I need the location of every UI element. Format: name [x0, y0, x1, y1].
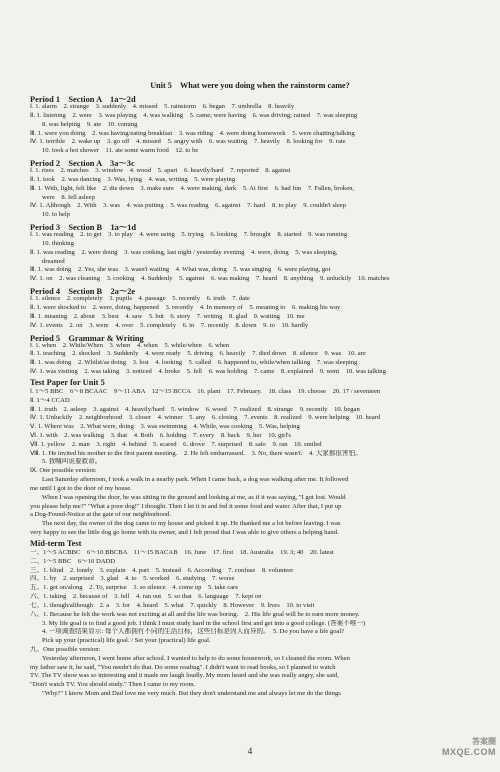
answer-line: 一、1～5 ACBBC 6～10 BBCBA 11～15 BACAB 16. June 17. first 18. Australia 19. 3; 40 20. latest [30, 548, 334, 556]
unit-title: Unit 5 What were you doing when the rainstorm came? [150, 81, 350, 90]
answer-line: you please help me?" "What a poor dog!" I thought. Then I let it in and fed it some food and water. After that, I put up [30, 502, 342, 510]
answer-line: 10. to help [42, 211, 71, 219]
answer-line: my father saw it, he said, "You needn't do that. Do some reading". I didn't want to read books, so I planned to watch [30, 663, 336, 671]
answer-line: Ⅰ. 1. rises 2. matches 3. window 4. wood 5. apart 6. heavily/hard 7. reported 8. against [30, 167, 291, 175]
answer-line: Ⅷ. 1. He invited his mother to the first parent meeting. 2. He felt embarrassed. 3. No, there wasn't. 4. 大家都很害怕。 [30, 449, 362, 457]
answer-line: Ⅰ. 1. when 2. While/When 3. when 4. when 5. while/when 6. when [30, 341, 230, 349]
answer-line: Yesterday afternoon, I went home after school. I wanted to help to do some housework, so I cleaned the room. When [42, 654, 350, 662]
answer-line: "Why?" I know Mom and Dad love me very much. But they don't understand me and always let me do the things [42, 690, 341, 698]
answer-line: 二、1～5 BBC 6～10 DADD [30, 557, 115, 565]
answer-line: a Dog-Found-Notice at the gate of our neighborhood. [30, 511, 171, 519]
answer-line: 八、1. Because he felt the work was not exciting at all and the life was boring. 2. His life goal will be to earn more money. [30, 610, 360, 618]
answer-line: 10. took a hot shower 11. ate some warm food 12. to be [42, 147, 199, 155]
answer-line: Ⅲ. 1. meaning 2. about 3. best 4. saw 5. but 6. story 7. writing 8. glad 9. waiting 10. me [30, 312, 305, 320]
answer-line: Ⅲ. 1. With, light, felt like 2. die down 3. make sure 4. were making, dark 5. At first 6. had fun 7. Fallen, broken, [30, 184, 355, 192]
section-heading: Mid-term Test [30, 539, 82, 549]
answer-line: Ⅲ. 1. was doing 2. Yes, she was 3. wasn't waiting 4. What was, doing 5. was singing 6. were playing, got [30, 266, 331, 274]
answer-line: Ⅳ. 1. terrible 2. wake up 3. go off 4. missed 5. angry with 6. was waiting 7. heavily 8. looking for 9. rate [30, 138, 346, 146]
answer-line: 五、1. get on/along 2. To, surprise 3. so silence 4. come up 5. take care [30, 584, 239, 592]
answer-line: When I was opening the door, he was sitting in the ground and looking at me, as if it was saying, "I got lost. Would [42, 493, 346, 501]
section-heading: Period 5 Grammar & Writing [30, 333, 144, 343]
answer-line: Ⅳ. 1. Unluckily 2. neighborhood 3. closer 4. winner 5. any 6. closing 7. events 8. realized 9. were helping 10. heard [30, 414, 381, 422]
answer-line: Ⅶ. 1. yellow 2. man 3. right 4. behind 5. scared 6. drove 7. surprised 8. safe 9. ran 10. smiled [30, 440, 322, 448]
section-heading: Test Paper for Unit 5 [30, 378, 105, 388]
answer-line: very happy to see the little dog go home with its owner, and I felt proud that I was able to give others a helping hand. [30, 529, 339, 537]
answer-line: Ⅱ. 1. listening 2. were 3. was playing 4. was walking 5. came; were having 6. was driving; rained 7. was sleeping [30, 111, 358, 119]
answer-line: TV. The TV show was so interesting and it made me laugh loudly. My mom heard and she was really angry, she said, [30, 672, 339, 680]
answer-line: "Don't watch TV. You should study." Then I came to my room. [30, 681, 196, 689]
answer-line: dreamed [42, 257, 65, 265]
answer-line: 九、One possible version: [30, 645, 101, 653]
answer-line: 8. was helping 9. ate 10. coming [42, 120, 138, 128]
answer-line: 六、1. taking 2. because of 3. fell 4. ran out 5. so that 6. language 7. kept on [30, 593, 262, 601]
answer-line: Ⅰ. 1. silence 2. completely 3. pupils 4. passage 5. recently 6. truth 7. date [30, 295, 250, 303]
answer-line: The next day, the owner of the dog came to my house and picked it up. He thanked me a lot before leaving. I was [42, 520, 341, 528]
answer-line: Ⅲ. 1. truth 2. asleep 3. against 4. heavily/hard 5. window 6. wood 7. realized 8. strange 9. recently 10. began [30, 405, 360, 413]
answer-line: Ⅰ. 1～5 BBC 6～8 BCAAC 9～11 ABA 12～15 BCCA 16. plant 17. February. 18. class 19. choose 20. 17 / seventeen [30, 387, 381, 395]
page-number: 4 [247, 746, 253, 756]
answer-line: Ⅳ. 1. Although 2. With 3. was 4. was putting 5. was reading 6. against 7. hard 8. to play 9. couldn't sleep [30, 202, 347, 210]
answer-line: Ⅰ. 1. alarm 2. strange 3. suddenly 4. missed 5. rainstorm 6. began 7. umbrella 8. heavily [30, 103, 295, 111]
section-heading: Period 2 Section A 3a～3c [30, 159, 135, 169]
answer-line: me until I got to the door of my house. [30, 484, 132, 492]
answer-line: Ⅴ. 1. Where was 2. What were, doing 3. was swimming 4. While, was cooking 5. Was, helping [30, 423, 300, 431]
answer-line: Ⅱ. 1. teaching 2. shocked 3. Suddenly 4. were ready 5. driving 6. heavily 7. died down 8. silence 9. was 10. are [30, 350, 366, 358]
watermark-url: MXQE.COM [441, 747, 496, 757]
answer-line: Ⅰ. 1. was reading 2. to get 3. to play 4. were using 5. trying 6. looking 7. brought 8. started 9. was running [30, 231, 348, 239]
answer-line: Ⅳ. 1. events 2. on 3. were 4. over 5. completely 6. in 7. recently 8. down 9. to 10. hardly [30, 321, 309, 329]
answer-line: Ⅱ. 1. took 2. was dancing 3. Was, lying 4. was, writing 5. were playing [30, 175, 236, 183]
answer-line: 10. thinking [42, 239, 74, 247]
section-heading: Period 3 Section B 1a～1d [30, 223, 137, 233]
answer-line: were 8. fell asleep [42, 193, 95, 201]
answer-line: Ⅱ. 1. were shocked to 2. were, doing, happened 3. recently 4. In memory of 5. meaning to 6. making his way [30, 303, 341, 311]
answer-line: 4. 一项调查结果显示: 每个人都拥有不同的生活目标，这些目标是因人而异的。 5. Do you have a life goal? [42, 628, 345, 636]
answer-line: Ⅳ. 1. was visiting 2. was taking 3. noticed 4. broke 5. fell 6. was holding 7. came 8. explained 9. went 10. was talking [30, 368, 386, 375]
site-watermark [440, 736, 496, 757]
answer-line: Ⅲ. 1. were you doing 2. was having/eating breakfast 3. was riding 4. were doing homework 5. were chatting/talking [30, 129, 355, 137]
answer-line: Ⅱ. 1. was reading 2. were doing 3. was cooking, last night / yesterday evening 4. were, doing 5. was sleeping, [30, 248, 338, 256]
answer-line: Ⅲ. 1. was doing 2. Whilst/as doing 3. lost 4. looking 5. called 6. happened to, while/when talking 7. was sleeping [30, 359, 358, 367]
answer-line: Ⅱ. 1～4 CCAD [30, 396, 70, 404]
answer-line: 3. My life goal is to find a good job. I think I must study hard in the school first and get into a good college. (答案不唯一) [42, 619, 366, 627]
answer-line: Ⅵ. 1. with 2. was walking 3. that 4. Both 6. holding 7. every 8. back 9. her 10. girl's [30, 432, 291, 440]
answer-line: Ⅸ. One possible version: [30, 467, 97, 475]
answer-line: Ⅳ. 1. on 2. was cleaning 3. cooking 4. Suddenly 5. against 6. was making 7. heard 8. anything 9. unluckily 10. matches [30, 275, 390, 283]
answer-line: 三、1. blind 2. lonely 3. explain 4. part 5. instead 6. According 7. confuse 8. volunteer [30, 566, 294, 574]
answer-line: 5. 我喊叫说要救命。 [42, 458, 102, 466]
answer-line: 四、1. by 2. surprised 3. glad 4. to 5. worked 6. studying 7. worse [30, 575, 235, 583]
answer-line: Pick up your (practical) life goal. / Set your (practical) life goal. [42, 637, 211, 645]
watermark-text: 答案圈 [472, 737, 496, 746]
section-heading: Period 4 Section B 2a～2e [30, 287, 136, 297]
answer-line: Last Saturday afternoon, I took a walk in a nearby park. When I came back, a dog was walking after me. It followed [42, 476, 349, 484]
section-heading: Period 1 Section A 1a～2d [30, 95, 136, 105]
answer-line: 七、1. though/although 2. a 3. for 4. heard 5. what 7. quickly 8. However 9. lives 10. to visit [30, 601, 315, 609]
